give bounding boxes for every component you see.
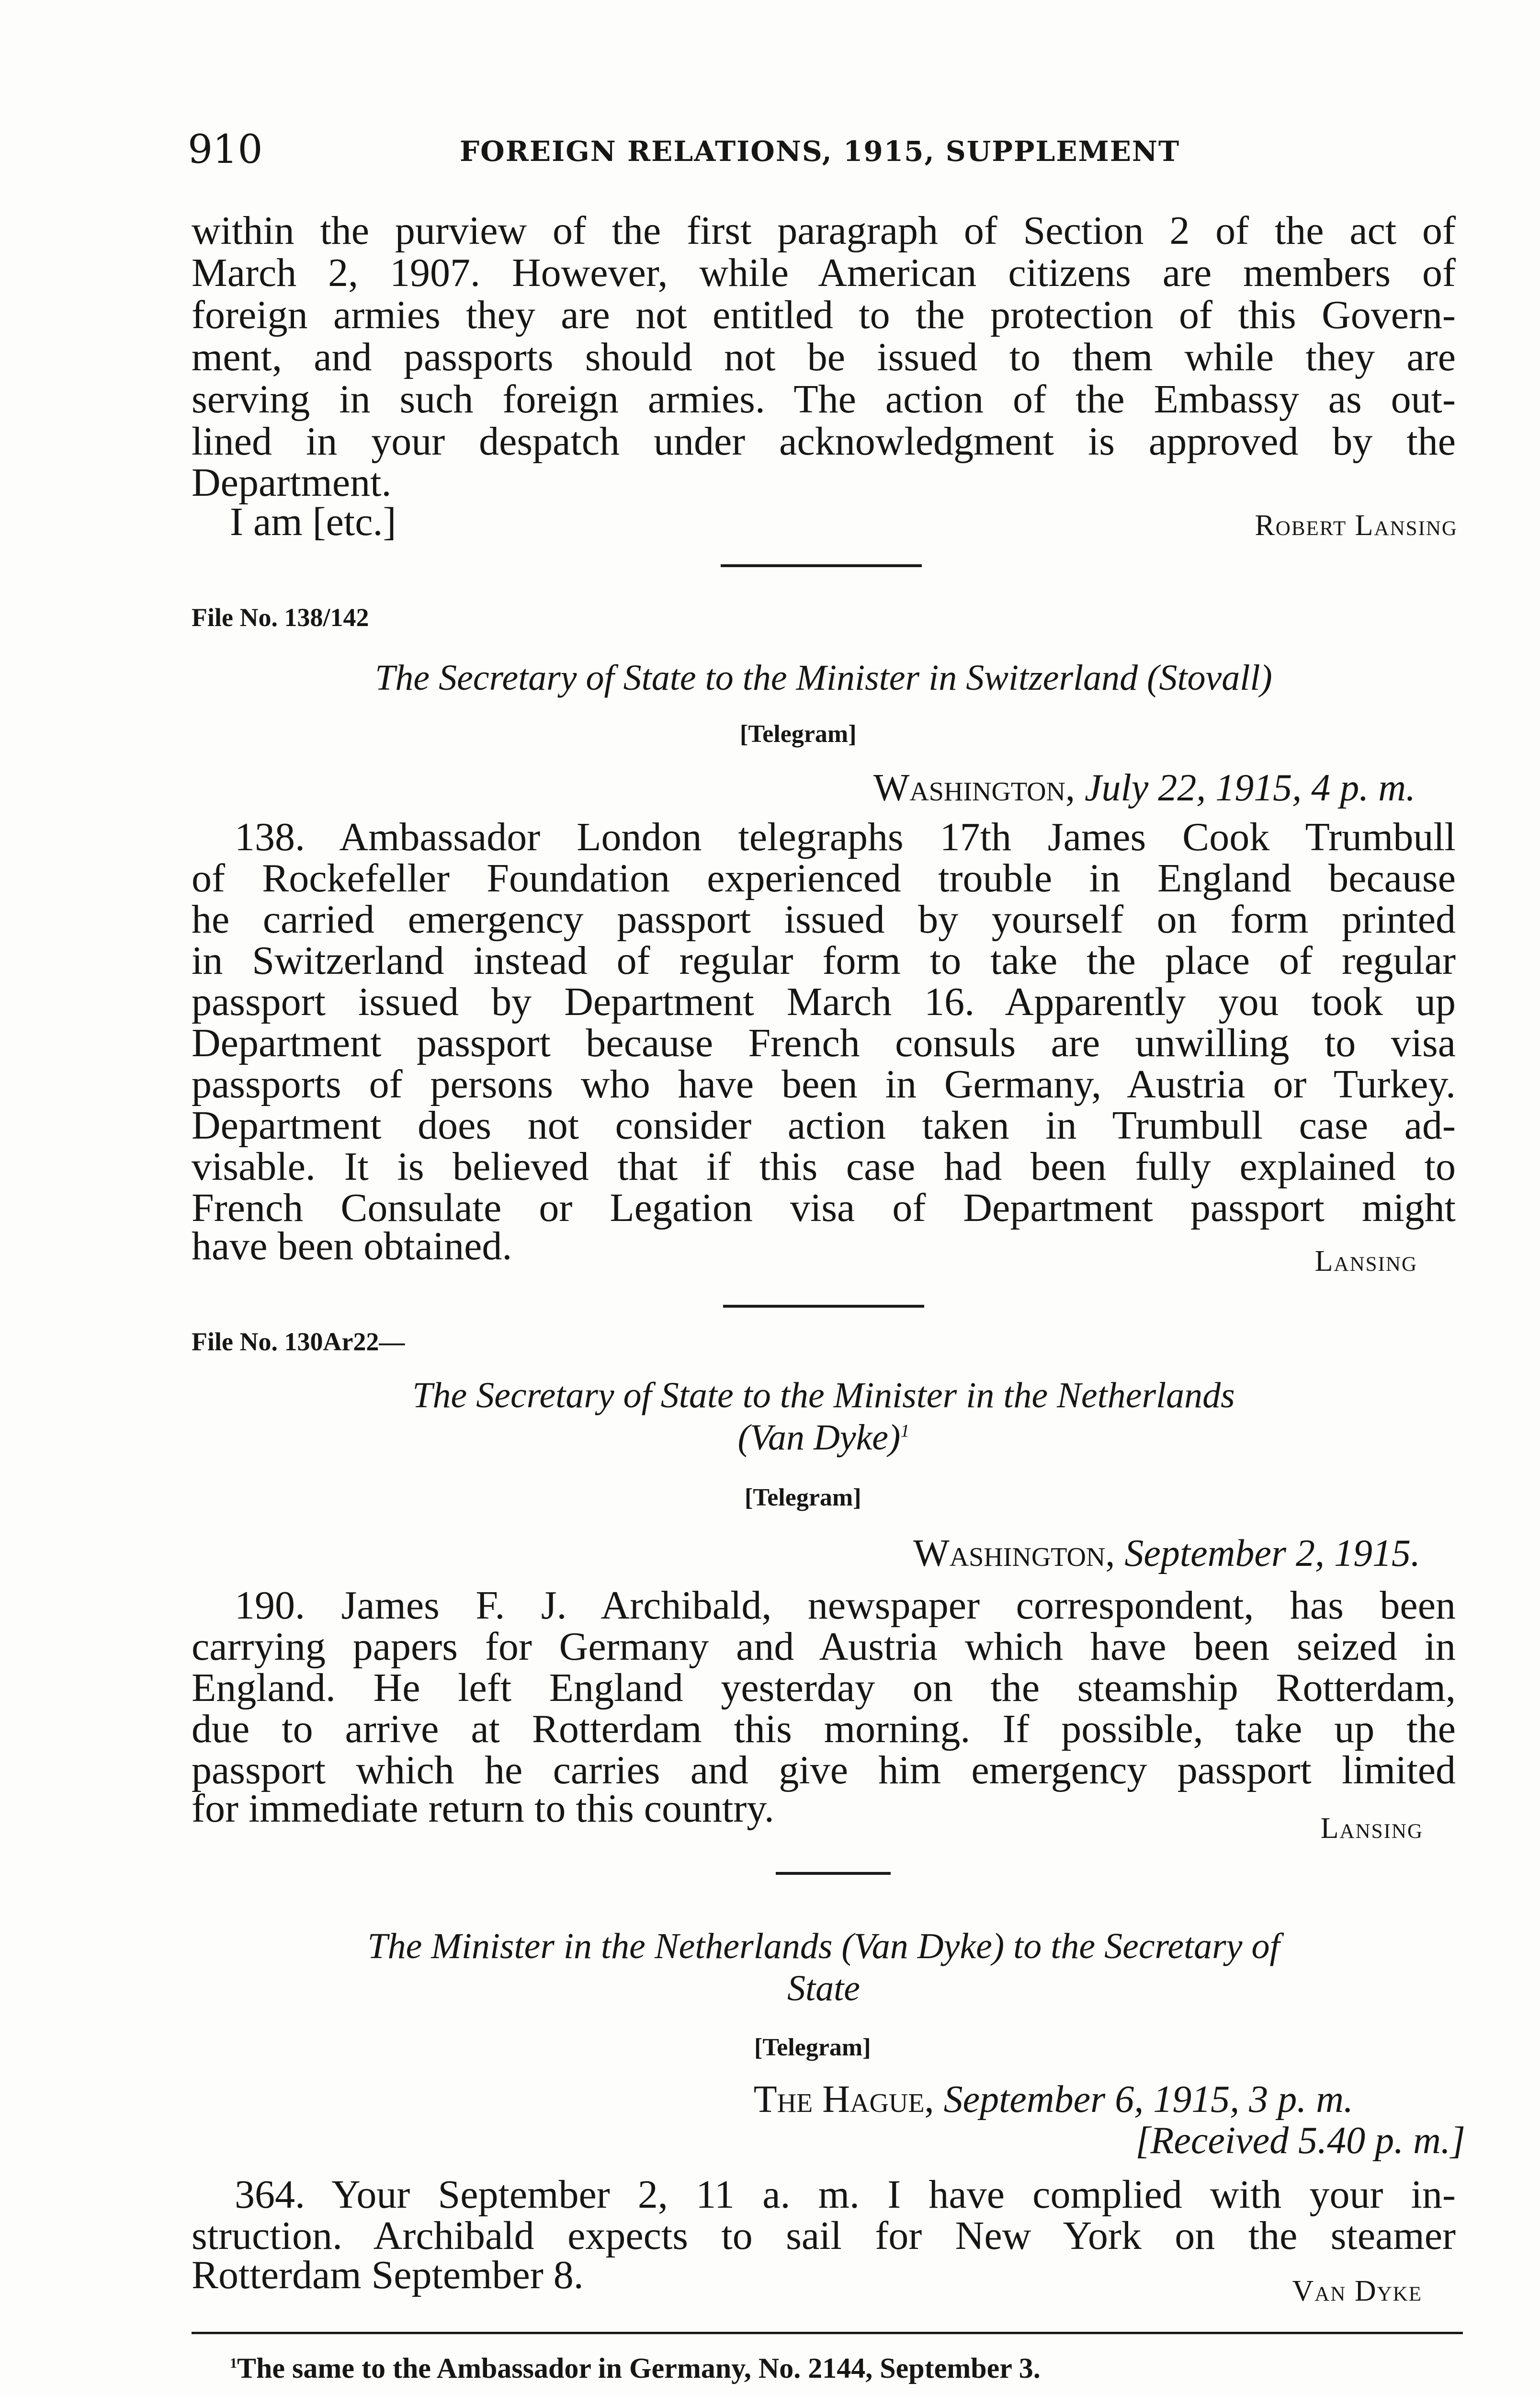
text-line: passport issued by Department March 16. Apparently you took up [192,980,1456,1024]
divider [721,564,922,567]
text-line: due to arrive at Rotterdam this morning. If possible, take up the [192,1707,1456,1751]
text-line: within the purview of the first paragraph of Section 2 of the act of [192,208,1456,253]
text-line: struction. Archibald expects to sail for New York on the steamer [192,2213,1456,2258]
file-number: File No. 138/142 [192,603,369,632]
divider [723,1305,924,1308]
footnote-marker: 1 [900,1421,910,1441]
text-line: have been obtained. [192,1224,512,1268]
dateline [754,2078,1353,2121]
text-line: French Consulate or Legation visa of Department passport might [192,1186,1456,1230]
dateline [873,766,1415,810]
text-line: March 2, 1907. However, while American citizens are members of [192,251,1456,295]
text-line: serving in such foreign armies. The action of the Embassy as out- [192,377,1456,422]
telegram-label: [Telegram] [754,2034,871,2061]
text-line: in Switzerland instead of regular form to take the place of regular [192,938,1456,983]
dateline-place: Washington, [913,1532,1115,1574]
telegram-label: [Telegram] [740,720,857,748]
document-heading: The Secretary of State to the Minister in Switzerland (Stovall) [375,658,1272,698]
divider [776,1872,891,1875]
heading-text: (Van Dyke) [737,1417,901,1458]
received-time: [Received 5.40 p. m.] [1135,2120,1465,2162]
dateline-date: July 22, 1915, 4 p. m. [1084,767,1415,809]
closing: I am [etc.] [230,500,396,544]
signature: Robert Lansing [1255,509,1458,542]
text-line: of Rockefeller Foundation experienced trouble in England because [192,856,1456,901]
text-line: foreign armies they are not entitled to the protection of this Govern- [192,293,1456,337]
signature: Lansing [1314,1245,1417,1277]
text-line: Department. [192,460,392,505]
file-number: File No. 130Ar22— [192,1327,405,1356]
footnote-rule [192,2332,1463,2334]
running-title: FOREIGN RELATIONS, 1915, SUPPLEMENT [460,135,1180,168]
text-line: 138. Ambassador London telegraphs 17th James Cook Trumbull [235,815,1456,859]
text-line: carrying papers for Germany and Austria which have been seized in [192,1624,1456,1669]
text-line: lined in your despatch under acknowledgment is approved by the [192,419,1456,464]
text-line: he carried emergency passport issued by yourself on form printed [192,897,1456,942]
dateline-place: The Hague, [753,2078,934,2121]
dateline-date: September 2, 1915. [1124,1532,1420,1574]
document-heading-line2: State [787,1968,860,2008]
text-line: Department does not consider action taken in Trumbull case ad- [192,1103,1456,1148]
footnote [230,2352,1041,2385]
dateline [913,1532,1420,1575]
text-line: 190. James F. J. Archibald, newspaper correspondent, has been [235,1583,1456,1628]
telegram-label: [Telegram] [745,1484,861,1511]
text-line: 364. Your September 2, 11 a. m. I have complied with your in- [235,2172,1456,2217]
text-line: Department passport because French consuls are unwilling to visa [192,1021,1456,1065]
document-heading-line2 [192,1417,1456,1459]
text-line: for immediate return to this country. [192,1786,774,1831]
footnote-text: The same to the Ambassador in Germany, No. 2144, September 3. [237,2352,1041,2384]
signature: Van Dyke [1292,2275,1422,2307]
document-heading: The Secretary of State to the Minister in the Netherlands [412,1375,1235,1415]
text-line: Rotterdam September 8. [192,2253,584,2297]
text-line: England. He left England yesterday on the steamship Rotterdam, [192,1665,1456,1710]
footnote-marker: 1 [230,2355,237,2371]
text-line: ment, and passports should not be issued to them while they are [192,335,1456,379]
dateline-place: Washington, [873,767,1075,809]
text-line: passport which he carries and give him emergency passport limited [192,1748,1456,1792]
text-line: passports of persons who have been in Germany, Austria or Turkey. [192,1062,1456,1106]
text-line: visable. It is believed that if this case had been fully explained to [192,1144,1456,1189]
page-number: 910 [188,127,263,172]
document-heading: The Minister in the Netherlands (Van Dyke) to the Secretary of [367,1926,1280,1966]
dateline-date: September 6, 1915, 3 p. m. [943,2078,1353,2121]
signature: Lansing [1320,1812,1423,1845]
